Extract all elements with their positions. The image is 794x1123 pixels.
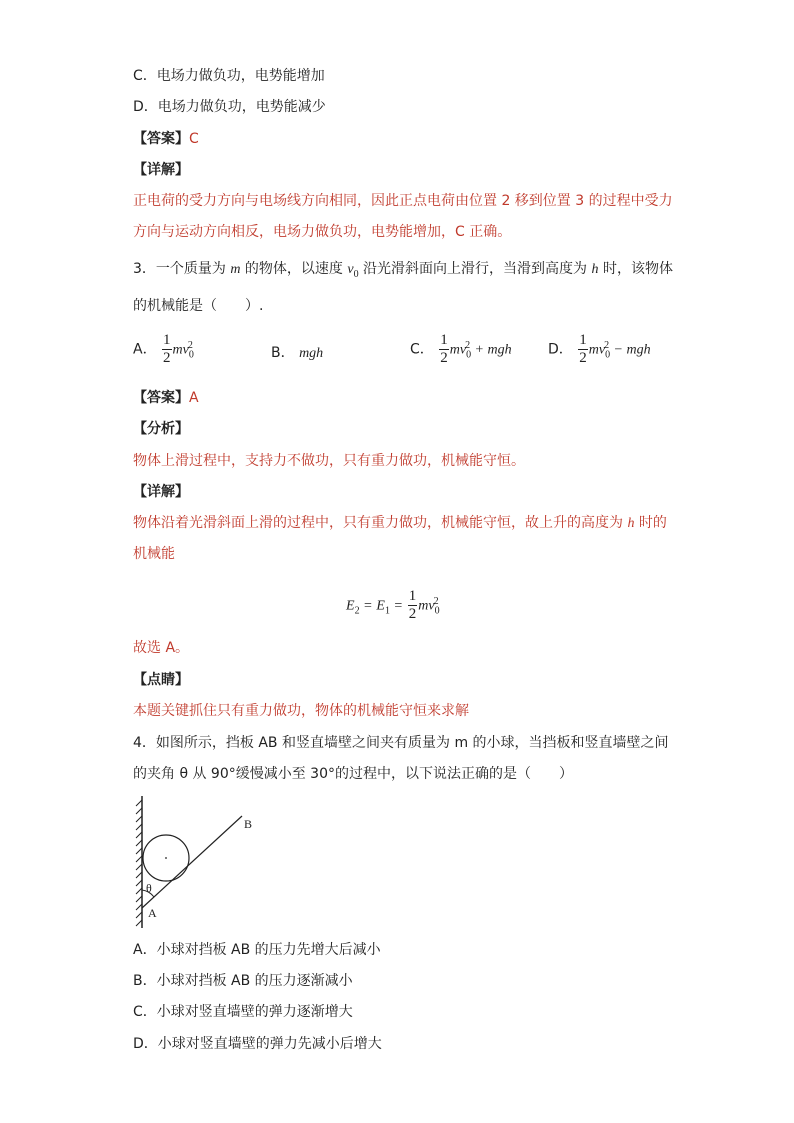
option-label: D． [548,341,573,358]
expr-mv: mv [418,598,435,614]
expr-mgh: mgh [299,346,324,361]
q2-detail-line2: 方向与运动方向相反，电场力做负功，电势能增加，C 正确。 [133,224,512,240]
numerator: 1 [408,588,417,604]
superscript-2: 2 [604,339,610,351]
var-m: m [230,262,241,277]
expr-mv: mv [588,342,606,358]
q2-detail-line1: 正电荷的受力方向与电场线方向相同，因此正点电荷由位置 2 移到位置 3 的过程中受力 [133,193,673,209]
subscript-2: 2 [354,605,360,617]
answer-value: A [189,390,199,406]
numerator: 1 [440,332,448,348]
denominator: 2 [579,350,587,366]
q3-stem-text: 的物体，以速度 [240,261,348,277]
var-h: h [591,262,599,277]
answer-label: 【答案】 [133,390,189,406]
q3-option-a [133,332,193,367]
subscript-1: 1 [384,605,390,617]
label-a: A [148,906,157,920]
expr-mv: mv [172,342,189,358]
label-theta: θ [146,881,152,895]
fraction-half [578,332,588,367]
label-b: B [244,817,253,831]
subscript-0: 0 [466,349,472,361]
q3-option-b [271,342,323,362]
answer-value: C [189,131,199,147]
denominator: 2 [440,350,448,366]
answer-label: 【答案】 [133,131,189,147]
var-h: h [627,516,635,531]
superscript-2: 2 [465,339,471,351]
denominator: 2 [408,606,417,622]
q2-answer [133,129,199,149]
q3-stem-text: 3．一个质量为 [133,261,231,277]
fraction-half [408,588,418,623]
option-label: C． [410,341,434,358]
option-label: B． [271,345,295,361]
board-ab [142,816,242,908]
subscript-0: 0 [434,605,440,617]
var-e: E [376,598,385,614]
q3-detail-label: 【详解】 [133,484,189,500]
ball-center [165,857,167,859]
q4-option-a: A．小球对挡板 AB 的压力先增大后减小 [133,942,381,958]
q4-option-d: D．小球对竖直墙壁的弹力先减小后增大 [133,1036,382,1052]
fraction-half [162,332,172,367]
var-e: E [346,598,355,614]
q3-detail-line1 [133,513,667,534]
q3-stem-text: 时，该物体 [598,261,673,277]
q3-conclusion: 故选 A。 [133,640,190,656]
q3-stem-line1 [133,259,673,285]
q3-answer [133,388,199,408]
q3-analysis: 物体上滑过程中，支持力不做功，只有重力做功，机械能守恒。 [133,453,525,469]
expr-plus-mgh: + mgh [474,342,512,358]
q4-option-b: B．小球对挡板 AB 的压力逐渐减小 [133,973,353,989]
superscript-2: 2 [187,339,193,351]
q2-option-d: D．电场力做负功，电势能减少 [133,99,326,115]
wall-board-ball-figure [124,792,274,932]
q3-stem-line2: 的机械能是（ ）. [133,298,264,314]
equals-sign: = [364,598,372,614]
q3-option-d [548,332,651,367]
detail-text: 物体沿着光滑斜面上滑的过程中，只有重力做功，机械能守恒，故上升的高度为 [133,515,628,531]
subscript-0: 0 [188,349,194,361]
q3-option-c [410,332,512,367]
expr-minus-mgh: − mgh [613,342,651,358]
denominator: 2 [163,350,171,366]
q4-option-c: C．小球对竖直墙壁的弹力逐渐增大 [133,1004,353,1020]
q4-stem-line2: 的夹角 θ 从 90°缓慢减小至 30°的过程中，以下说法正确的是（ ） [133,766,573,782]
q3-detail-line2: 机械能 [133,546,175,562]
wall-hatching [136,800,142,926]
superscript-2: 2 [433,595,439,607]
q3-stem-text: 沿光滑斜面向上滑行，当滑到高度为 [358,261,592,277]
expr-mv: mv [449,342,467,358]
q3-highlight-label: 【点睛】 [133,672,189,688]
numerator: 1 [579,332,587,348]
q2-option-c: C．电场力做负功，电势能增加 [133,68,325,84]
equals-sign: = [394,598,403,614]
energy-equation [346,588,439,623]
detail-text: 时的 [634,515,667,531]
q2-detail-label: 【详解】 [133,162,189,178]
q3-analysis-label: 【分析】 [133,421,189,437]
option-label: A． [133,341,157,358]
q3-highlight: 本题关键抓住只有重力做功，物体的机械能守恒来求解 [133,703,469,719]
var-v: v [347,262,354,277]
subscript-0: 0 [353,268,359,280]
subscript-0: 0 [605,349,611,361]
numerator: 1 [163,332,171,348]
q4-stem-line1: 4．如图所示，挡板 AB 和竖直墙壁之间夹有质量为 m 的小球，当挡板和竖直墙壁之间 [133,735,669,751]
fraction-half [439,332,449,367]
